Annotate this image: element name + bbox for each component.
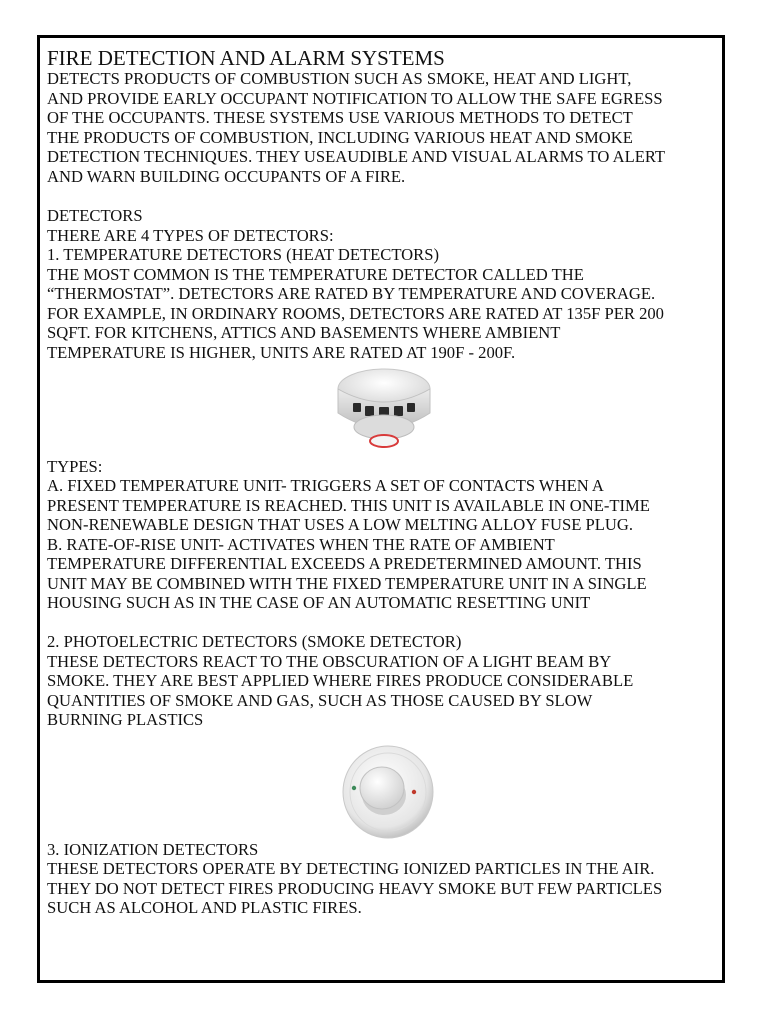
intro-line: AND PROVIDE EARLY OCCUPANT NOTIFICATION TO ALLOW THE SAFE EGRESS — [47, 89, 663, 108]
detectors-subheading: 1. TEMPERATURE DETECTORS (HEAT DETECTORS) — [47, 245, 439, 264]
heat-detector-image — [333, 365, 435, 457]
detectors-line: SQFT. FOR KITCHENS, ATTICS AND BASEMENTS WHERE AMBIENT — [47, 323, 561, 342]
types-line: HOUSING SUCH AS IN THE CASE OF AN AUTOMATIC RESETTING UNIT — [47, 593, 591, 612]
page-title: FIRE DETECTION AND ALARM SYSTEMS — [47, 46, 445, 70]
ionization-line: THESE DETECTORS OPERATE BY DETECTING IONIZED PARTICLES IN THE AIR. — [47, 859, 655, 878]
smoke-detector-image — [340, 742, 436, 840]
detectors-line: “THERMOSTAT”. DETECTORS ARE RATED BY TEMPERATURE AND COVERAGE. — [47, 284, 656, 303]
intro-line: DETECTS PRODUCTS OF COMBUSTION SUCH AS SMOKE, HEAT AND LIGHT, — [47, 69, 632, 88]
types-line: UNIT MAY BE COMBINED WITH THE FIXED TEMPERATURE UNIT IN A SINGLE — [47, 574, 647, 593]
ionization-line: SUCH AS ALCOHOL AND PLASTIC FIRES. — [47, 898, 362, 917]
photoelectric-line: THESE DETECTORS REACT TO THE OBSCURATION OF A LIGHT BEAM BY — [47, 652, 612, 671]
detectors-line: FOR EXAMPLE, IN ORDINARY ROOMS, DETECTORS ARE RATED AT 135F PER 200 — [47, 304, 664, 323]
detectors-line: THERE ARE 4 TYPES OF DETECTORS: — [47, 226, 334, 245]
photoelectric-line: SMOKE. THEY ARE BEST APPLIED WHERE FIRES PRODUCE CONSIDERABLE — [47, 671, 634, 690]
section-heading-detectors: DETECTORS — [47, 206, 143, 225]
detectors-line: THE MOST COMMON IS THE TEMPERATURE DETECTOR CALLED THE — [47, 265, 584, 284]
types-line: TEMPERATURE DIFFERENTIAL EXCEEDS A PREDETERMINED AMOUNT. THIS — [47, 554, 642, 573]
types-line: NON-RENEWABLE DESIGN THAT USES A LOW MELTING ALLOY FUSE PLUG. — [47, 515, 634, 534]
ionization-line: THEY DO NOT DETECT FIRES PRODUCING HEAVY SMOKE BUT FEW PARTICLES — [47, 879, 663, 898]
intro-line: OF THE OCCUPANTS. THESE SYSTEMS USE VARIOUS METHODS TO DETECT — [47, 108, 633, 127]
types-line: PRESENT TEMPERATURE IS REACHED. THIS UNIT IS AVAILABLE IN ONE-TIME — [47, 496, 650, 515]
ionization-heading: 3. IONIZATION DETECTORS — [47, 840, 259, 859]
section-heading-types: TYPES: — [47, 457, 103, 476]
intro-line: DETECTION TECHNIQUES. THEY USEAUDIBLE AND VISUAL ALARMS TO ALERT — [47, 147, 666, 166]
photoelectric-line: QUANTITIES OF SMOKE AND GAS, SUCH AS THOSE CAUSED BY SLOW — [47, 691, 593, 710]
photoelectric-heading: 2. PHOTOELECTRIC DETECTORS (SMOKE DETECTOR) — [47, 632, 462, 651]
types-line: A. FIXED TEMPERATURE UNIT- TRIGGERS A SET OF CONTACTS WHEN A — [47, 476, 604, 495]
detectors-line: TEMPERATURE IS HIGHER, UNITS ARE RATED AT 190F - 200F. — [47, 343, 516, 362]
photoelectric-line: BURNING PLASTICS — [47, 710, 204, 729]
intro-line: AND WARN BUILDING OCCUPANTS OF A FIRE. — [47, 167, 406, 186]
intro-line: THE PRODUCTS OF COMBUSTION, INCLUDING VARIOUS HEAT AND SMOKE — [47, 128, 633, 147]
types-line: B. RATE-OF-RISE UNIT- ACTIVATES WHEN THE RATE OF AMBIENT — [47, 535, 555, 554]
